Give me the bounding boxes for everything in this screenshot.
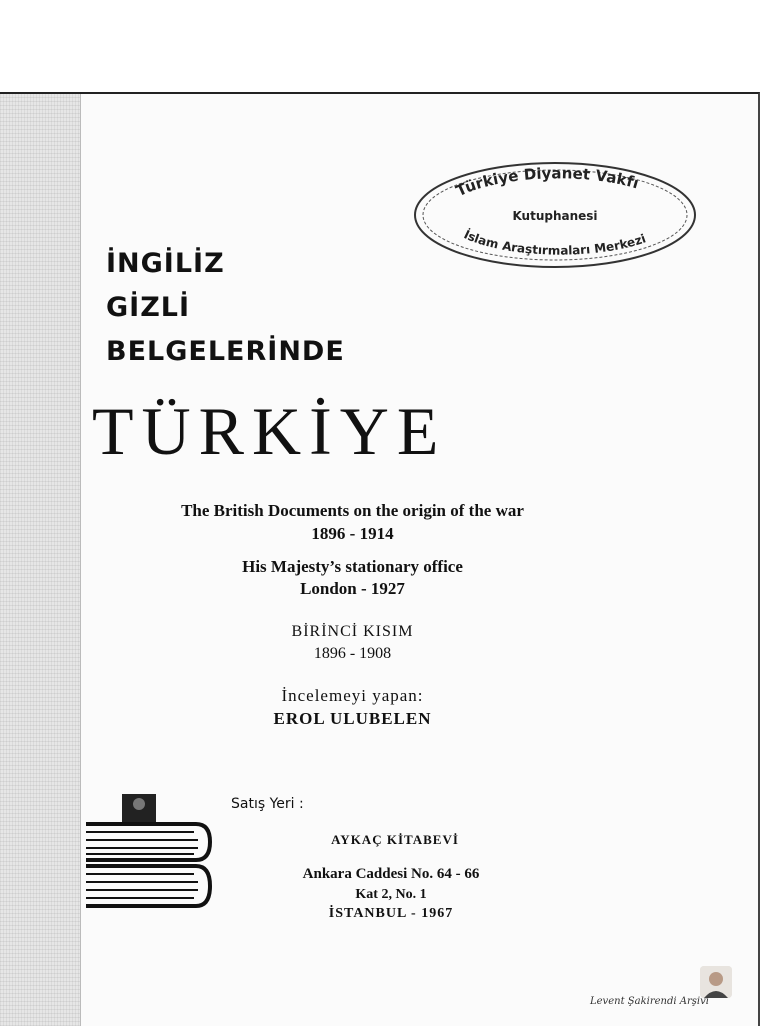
page-gutter xyxy=(0,94,81,1026)
title-line-3: BELGELERİNDE xyxy=(106,336,345,367)
library-stamp-icon xyxy=(410,158,700,273)
stamp-top-text: Türkiye Diyanet Vakfı xyxy=(453,164,641,201)
title-line-2: GİZLİ xyxy=(106,292,191,323)
title-line-1: İNGİLİZ xyxy=(106,248,225,279)
publisher-address-1: Ankara Caddesi No. 64 - 66 xyxy=(302,866,480,882)
stamp-bottom-text: İslam Araştırmaları Merkezi xyxy=(461,227,648,258)
subtitle-line-1: The British Documents on the origin of the war xyxy=(181,501,524,520)
publisher-city-year: İSTANBUL - 1967 xyxy=(328,906,454,921)
part-label: BİRİNCİ KISIM xyxy=(291,623,414,640)
subtitle-line-2: 1896 - 1914 xyxy=(311,524,394,543)
svg-text:İslam Araştırmaları Merkezi xyxy=(462,226,648,257)
publisher-name: AYKAÇ KİTABEVİ xyxy=(331,832,459,847)
avatar-photo-icon xyxy=(700,966,732,998)
archive-signature: Levent Şakirendi Arşivi xyxy=(590,996,709,1007)
stamp-middle-text: Kutuphanesi xyxy=(512,209,598,223)
main-title: TÜRKİYE xyxy=(92,393,447,469)
part-years: 1896 - 1908 xyxy=(313,645,392,662)
editor-name: EROL ULUBELEN xyxy=(273,709,432,728)
book-title-page xyxy=(0,92,760,1026)
subtitle-line-3: His Majesty’s stationary office xyxy=(242,557,463,576)
sale-label: Satış Yeri : xyxy=(231,796,304,812)
subtitle-line-4: London - 1927 xyxy=(300,579,405,598)
bookstack-logo-icon xyxy=(86,794,214,914)
editor-label: İncelemeyi yapan: xyxy=(281,686,424,705)
publisher-address-2: Kat 2, No. 1 xyxy=(355,887,427,902)
